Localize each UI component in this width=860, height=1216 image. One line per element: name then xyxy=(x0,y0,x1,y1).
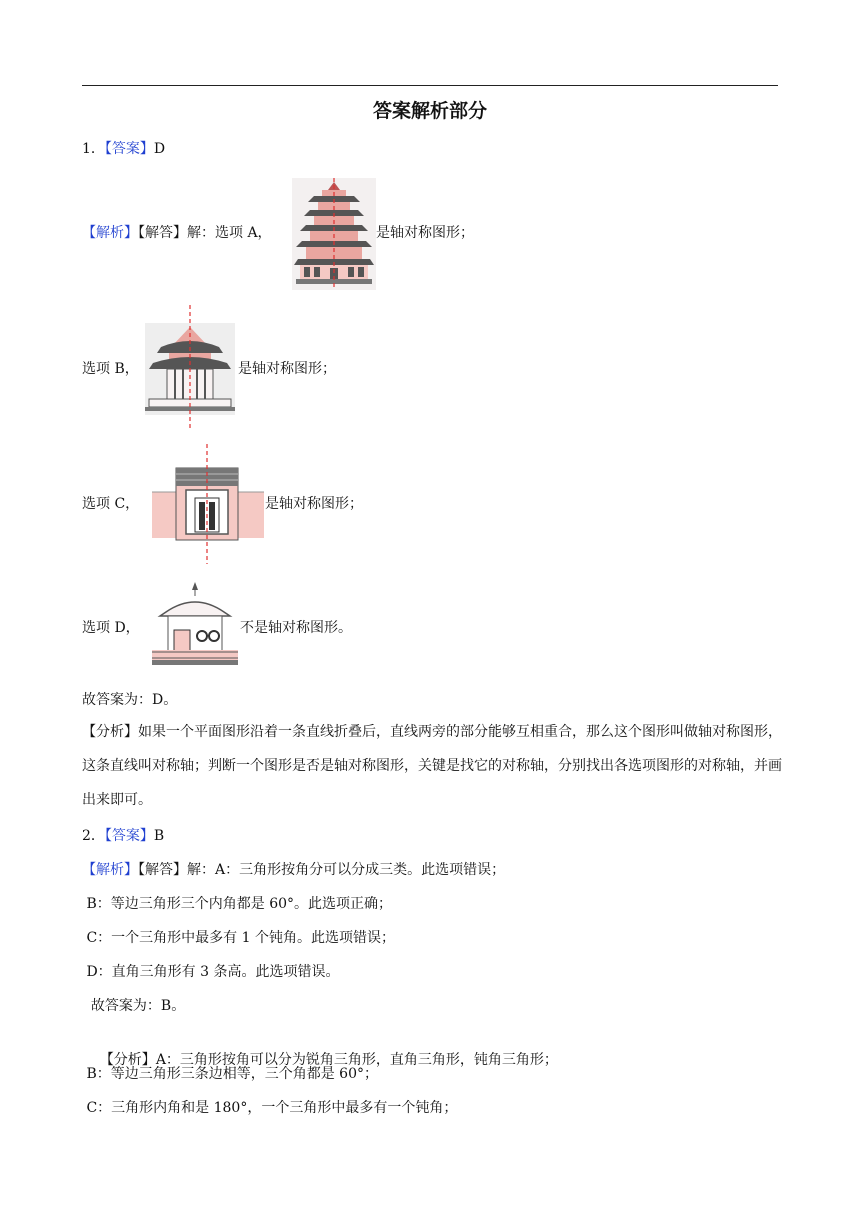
q1-optC-tail: 是轴对称图形； xyxy=(265,496,363,512)
q2-fenxi-tag: 【分析】 xyxy=(90,1052,156,1068)
q2-line-c: C：一个三角形中最多有 1 个钝角。此选项错误； xyxy=(82,930,395,946)
page-title: 答案解析部分 xyxy=(372,100,487,122)
q2-answer-tag: 【答案】 xyxy=(104,828,154,844)
q2-line-a xyxy=(82,860,505,880)
q2-solve-tag: 【解答】 xyxy=(138,862,187,878)
q2-line-a-text: 解：A：三角形按角分可以分成三类。此选项错误； xyxy=(187,862,506,878)
q2-conclusion: 故答案为：B。 xyxy=(82,998,186,1014)
q2-fenxi-a-text: A：三角形按角可以分为锐角三角形，直角三角形，钝角三角形； xyxy=(155,1052,558,1068)
temple-figure-d xyxy=(152,582,238,670)
q1-conclusion: 故答案为：D。 xyxy=(82,692,178,708)
q1-answer-value: D xyxy=(153,141,166,157)
q1-fenxi-text: 如果一个平面图形沿着一条直线折叠后，直线两旁的部分能够互相重合，那么这个图形叫做轴对称图形，这条直线叫对称轴；判断一个图形是否是轴对称图形，关键是找它的对称轴，分别找出各选项图形的对称轴，并画出来即可。 xyxy=(82,724,782,808)
q2-fenxi-c: C：三角形内角和是 180°，一个三角形中最多有一个钝角； xyxy=(82,1100,458,1116)
q1-optC-lead: 选项 C， xyxy=(82,496,140,512)
pagoda-figure-a xyxy=(292,178,376,290)
q2-analysis-tag: 【解析】 xyxy=(82,862,138,878)
q1-optA-tail: 是轴对称图形； xyxy=(376,225,474,241)
gate-figure-c xyxy=(152,444,264,564)
q1-answer-tag: 【答案】 xyxy=(104,141,154,157)
q1-optB-tail: 是轴对称图形； xyxy=(238,361,336,377)
q1-optD-lead: 选项 D， xyxy=(82,620,140,636)
q2-fenxi-b: B：等边三角形三条边相等，三个角都是 60°； xyxy=(82,1066,379,1082)
q1-answer-line xyxy=(82,139,165,159)
q2-line-b: B：等边三角形三个内角都是 60°。此选项正确； xyxy=(82,896,393,912)
q1-solve-tag: 【解答】 xyxy=(138,225,187,241)
header-rule xyxy=(82,85,778,86)
q1-fenxi-tag: 【分析】 xyxy=(82,724,138,740)
q1-optD-tail: 不是轴对称图形。 xyxy=(240,620,352,636)
q1-number: 1． xyxy=(82,141,105,157)
q2-answer-line xyxy=(82,826,164,846)
q1-optA-lead xyxy=(82,223,272,243)
q1-optA-text: 解：选项 A， xyxy=(187,225,272,241)
q2-line-d: D：直角三角形有 3 条高。此选项错误。 xyxy=(82,964,340,980)
q2-number: 2． xyxy=(82,828,105,844)
pavilion-figure-b xyxy=(143,305,237,431)
q2-answer-value: B xyxy=(153,828,165,844)
q1-analysis-tag: 【解析】 xyxy=(82,225,138,241)
q1-optB-lead: 选项 B， xyxy=(82,361,139,377)
q1-fenxi xyxy=(82,715,782,817)
